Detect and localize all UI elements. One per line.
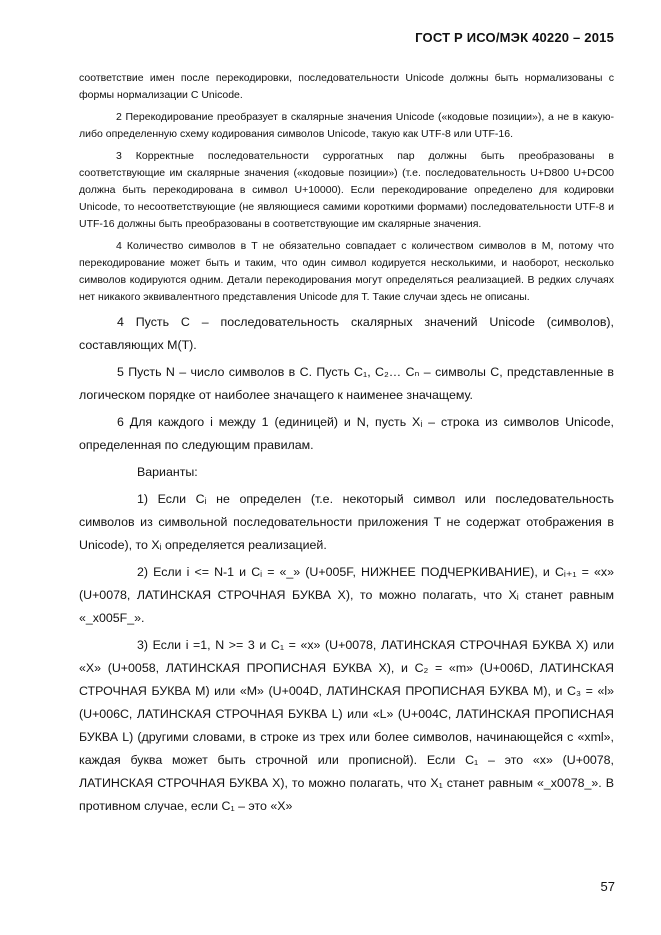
step-6: 6 Для каждого i между 1 (единицей) и N, пусть Xᵢ – строка из символов Unicode, определенная по следующим правилам.	[79, 415, 614, 452]
variant-2: 2) Если i <= N-1 и Cᵢ = «_» (U+005F, НИЖНЕЕ ПОДЧЕРКИВАНИЕ), и Cᵢ₊₁ = «x» (U+0078, ЛАТИНСКАЯ СТРОЧНАЯ БУКВА X), то можно полагать, что Xᵢ станет равным «_x005F_».	[79, 565, 614, 625]
variants-label: Варианты:	[137, 465, 198, 479]
note-2: 2 Перекодирование преобразует в скалярные значения Unicode («кодовые позиции»), а не в какую-либо определенную схему кодирования символов Unicode, такую как UTF-8 или UTF-16.	[79, 111, 614, 140]
note-3: 3 Корректные последовательности суррогатных пар должны быть преобразованы в соответствующие им скалярные значения («кодовые позиции») (т.е. последовательность U+D800 U+DC00 должна быть перекодирована в символ U+10000). Если перекодирование определено для кодировки Unicode, то несоответствующие (не являющиеся самими короткими формами) последовательности UTF-8 и UTF-16 должны быть преобразованы в соответствующие им скалярные значения.	[79, 150, 614, 230]
page-body	[79, 70, 614, 822]
document-header: ГОСТ Р ИСО/МЭК 40220 – 2015	[415, 30, 614, 45]
step-4: 4 Пусть C – последовательность скалярных значений Unicode (символов), составляющих M(T).	[79, 315, 614, 352]
note-4: 4 Количество символов в T не обязательно совпадает с количеством символов в M, потому что перекодирование может быть и таким, что один символ кодируется несколькими, и наоборот, несколько символов кодируются одним. Детали перекодирования могут определяться реализацией. В редких случаях нет никакого эквивалентного представления Unicode для T. Такие случаи здесь не описаны.	[79, 240, 614, 303]
variant-3: 3) Если i =1, N >= 3 и C₁ = «x» (U+0078, ЛАТИНСКАЯ СТРОЧНАЯ БУКВА X) или «X» (U+0058, ЛАТИНСКАЯ ПРОПИСНАЯ БУКВА X), и C₂ = «m» (U+006D, ЛАТИНСКАЯ СТРОЧНАЯ БУКВА M) или «M» (U+004D, ЛАТИНСКАЯ ПРОПИСНАЯ БУКВА M), и C₃ = «l» (U+006C, ЛАТИНСКАЯ СТРОЧНАЯ БУКВА L) или «L» (U+004C, ЛАТИНСКАЯ ПРОПИСНАЯ БУКВА L) (другими словами, в строке из трех или более символов, начинающейся с «xml», каждая буква может быть строчной или прописной). Если C₁ – это «x» (U+0078, ЛАТИНСКАЯ СТРОЧНАЯ БУКВА X), то можно полагать, что X₁ станет равным «_x0078_». В противном случае, если C₁ – это «X»	[79, 638, 614, 813]
note-continuation: соответствие имен после перекодировки, последовательности Unicode должны быть нормализованы с формы нормализации C Unicode.	[79, 72, 614, 101]
variant-1: 1) Если Cᵢ не определен (т.е. некоторый символ или последовательность символов из символьной последовательности приложения T не содержат отображения в Unicode), то Xᵢ определяется реализацией.	[79, 492, 614, 552]
step-5: 5 Пусть N – число символов в C. Пусть C₁, C₂… Cₙ – символы C, представленные в логическом порядке от наиболее значащего к наименее значащему.	[79, 365, 614, 402]
page-number: 57	[600, 879, 615, 894]
